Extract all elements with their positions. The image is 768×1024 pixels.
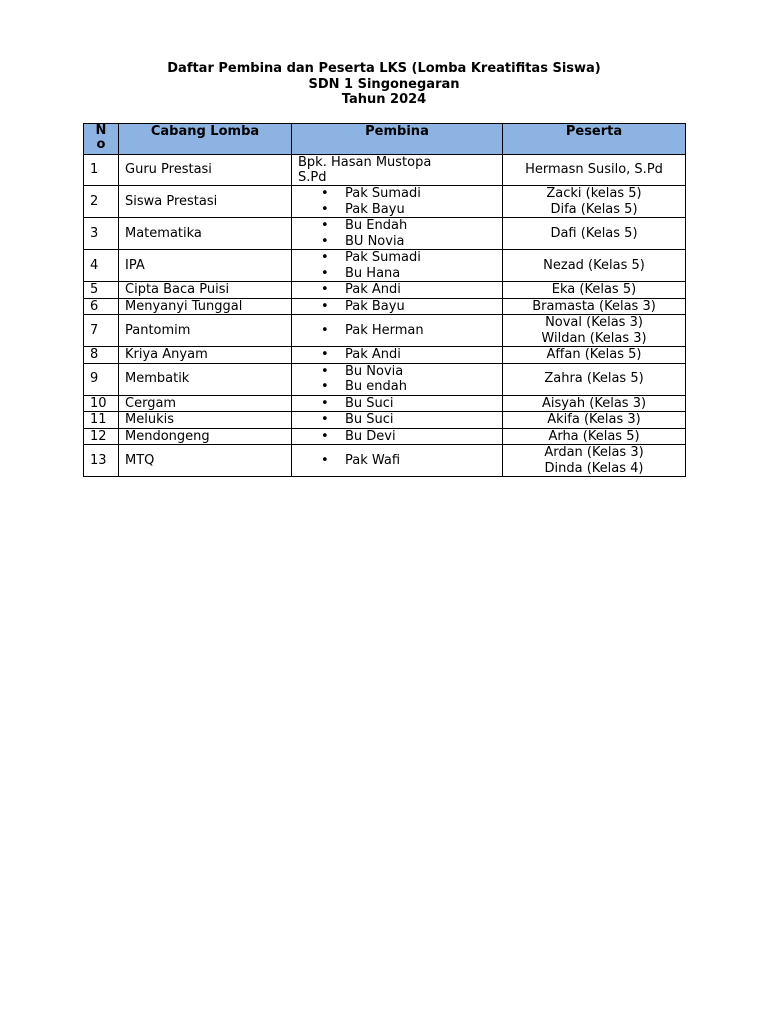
cell-no: 1 (84, 155, 119, 186)
pembina-list-item: • Bu Devi (298, 429, 496, 445)
pembina-list (298, 412, 496, 428)
cell-cabang-lomba: IPA (119, 250, 292, 282)
document-title (0, 61, 768, 108)
pembina-list (298, 347, 496, 363)
column-header-pembina: Pembina (292, 124, 503, 155)
pembina-list (298, 186, 496, 217)
peserta-name: Hermasn Susilo, S.Pd (525, 162, 663, 178)
cell-peserta (503, 250, 686, 282)
cell-peserta (503, 218, 686, 250)
table-body (84, 155, 686, 477)
table-row (84, 155, 686, 186)
peserta-name: Eka (Kelas 5) (551, 282, 637, 297)
cell-pembina (292, 155, 503, 186)
peserta-name: Noval (Kelas 3) (545, 315, 643, 330)
cell-peserta (503, 298, 686, 315)
cell-pembina (292, 282, 503, 299)
pembina-list-item: • BU Novia (298, 234, 496, 250)
pembina-list-item: • Bu Suci (298, 412, 496, 428)
cell-no: 12 (84, 428, 119, 445)
cell-cabang-lomba: Guru Prestasi (119, 155, 292, 186)
cell-peserta (503, 282, 686, 299)
table-row (84, 395, 686, 412)
cell-cabang-lomba: Siswa Prestasi (119, 186, 292, 218)
table-row (84, 445, 686, 477)
cell-peserta (503, 428, 686, 445)
pembina-list (298, 323, 496, 339)
pembina-list-item: • Pak Andi (298, 282, 496, 298)
pembina-list-item: • Pak Sumadi (298, 186, 496, 202)
cell-cabang-lomba: Mendongeng (119, 428, 292, 445)
pembina-list (298, 250, 496, 281)
pembina-list (298, 364, 496, 395)
table-row (84, 412, 686, 429)
cell-peserta (503, 186, 686, 218)
cell-peserta (503, 155, 686, 186)
pembina-list-item: • Pak Herman (298, 323, 496, 339)
cell-cabang-lomba: MTQ (119, 445, 292, 477)
pembina-list-item: • Bu Novia (298, 364, 496, 380)
cell-no: 2 (84, 186, 119, 218)
pembina-list (298, 429, 496, 445)
pembina-text-line: S.Pd (298, 170, 327, 185)
cell-no: 8 (84, 347, 119, 364)
peserta-name: Arha (Kelas 5) (548, 428, 640, 444)
cell-pembina (292, 363, 503, 395)
peserta-name: Wildan (Kelas 3) (541, 330, 647, 346)
pembina-list-item: • Pak Bayu (298, 299, 496, 315)
column-header-peserta: Peserta (503, 124, 686, 155)
pembina-list-item: • Pak Wafi (298, 453, 496, 469)
cell-cabang-lomba: Kriya Anyam (119, 347, 292, 364)
cell-peserta (503, 395, 686, 412)
pembina-list-item: • Bu Endah (298, 218, 496, 234)
table-row (84, 347, 686, 364)
pembina-list (298, 218, 496, 249)
pembina-list-item: • Pak Sumadi (298, 250, 496, 266)
cell-pembina (292, 218, 503, 250)
table-row (84, 186, 686, 218)
table-row (84, 428, 686, 445)
cell-no: 7 (84, 315, 119, 347)
cell-cabang-lomba: Menyanyi Tunggal (119, 298, 292, 315)
column-header-no-part2: o (96, 137, 106, 152)
table-row (84, 250, 686, 282)
cell-pembina (292, 347, 503, 364)
peserta-name: Aisyah (Kelas 3) (541, 395, 647, 411)
pembina-list-item: • Pak Andi (298, 347, 496, 363)
pembina-list-item: • Pak Bayu (298, 202, 496, 218)
cell-no: 4 (84, 250, 119, 282)
table-header-row (84, 124, 686, 155)
cell-peserta (503, 412, 686, 429)
cell-pembina (292, 298, 503, 315)
cell-peserta (503, 315, 686, 347)
table-row (84, 363, 686, 395)
peserta-name: Dafi (Kelas 5) (550, 225, 638, 241)
pembina-list-item: • Bu Hana (298, 266, 496, 282)
cell-pembina (292, 186, 503, 218)
table-row (84, 298, 686, 315)
cell-no: 5 (84, 282, 119, 299)
cell-peserta (503, 347, 686, 364)
cell-cabang-lomba: Matematika (119, 218, 292, 250)
title-line-2: SDN 1 Singonegaran (308, 76, 460, 92)
roster-table (83, 123, 686, 477)
cell-no: 3 (84, 218, 119, 250)
title-line-1: Daftar Pembina dan Peserta LKS (Lomba Kreatifitas Siswa) (167, 61, 601, 76)
cell-no: 9 (84, 363, 119, 395)
peserta-name: Akifa (Kelas 3) (547, 412, 641, 427)
cell-no: 11 (84, 412, 119, 429)
cell-cabang-lomba: Pantomim (119, 315, 292, 347)
column-header-no (84, 124, 119, 155)
peserta-name: Zahra (Kelas 5) (544, 371, 644, 387)
pembina-list (298, 282, 496, 298)
pembina-list (298, 396, 496, 412)
cell-cabang-lomba: Cipta Baca Puisi (119, 282, 292, 299)
peserta-name: Ardan (Kelas 3) (544, 445, 644, 460)
peserta-name: Nezad (Kelas 5) (543, 257, 645, 273)
pembina-list (298, 453, 496, 469)
peserta-name: Difa (Kelas 5) (550, 201, 638, 217)
cell-cabang-lomba: Membatik (119, 363, 292, 395)
cell-pembina (292, 428, 503, 445)
peserta-name: Zacki (kelas 5) (546, 186, 642, 201)
cell-no: 6 (84, 298, 119, 315)
peserta-name: Dinda (Kelas 4) (544, 460, 644, 476)
cell-pembina (292, 250, 503, 282)
pembina-text-line: Bpk. Hasan Mustopa (298, 155, 432, 170)
cell-cabang-lomba: Melukis (119, 412, 292, 429)
cell-pembina (292, 412, 503, 429)
column-header-no-part1: N (95, 123, 107, 138)
cell-pembina (292, 315, 503, 347)
pembina-list (298, 299, 496, 315)
cell-no: 13 (84, 445, 119, 477)
cell-pembina (292, 445, 503, 477)
pembina-list-item: • Bu Suci (298, 396, 496, 412)
title-line-3: Tahun 2024 (341, 92, 427, 107)
table-row (84, 282, 686, 299)
peserta-name: Affan (Kelas 5) (546, 347, 642, 362)
table-row (84, 315, 686, 347)
table-row (84, 218, 686, 250)
cell-cabang-lomba: Cergam (119, 395, 292, 412)
pembina-list-item: • Bu endah (298, 379, 496, 395)
cell-no: 10 (84, 395, 119, 412)
column-header-cabang: Cabang Lomba (119, 124, 292, 155)
cell-peserta (503, 445, 686, 477)
cell-peserta (503, 363, 686, 395)
peserta-name: Bramasta (Kelas 3) (532, 298, 656, 314)
cell-pembina (292, 395, 503, 412)
